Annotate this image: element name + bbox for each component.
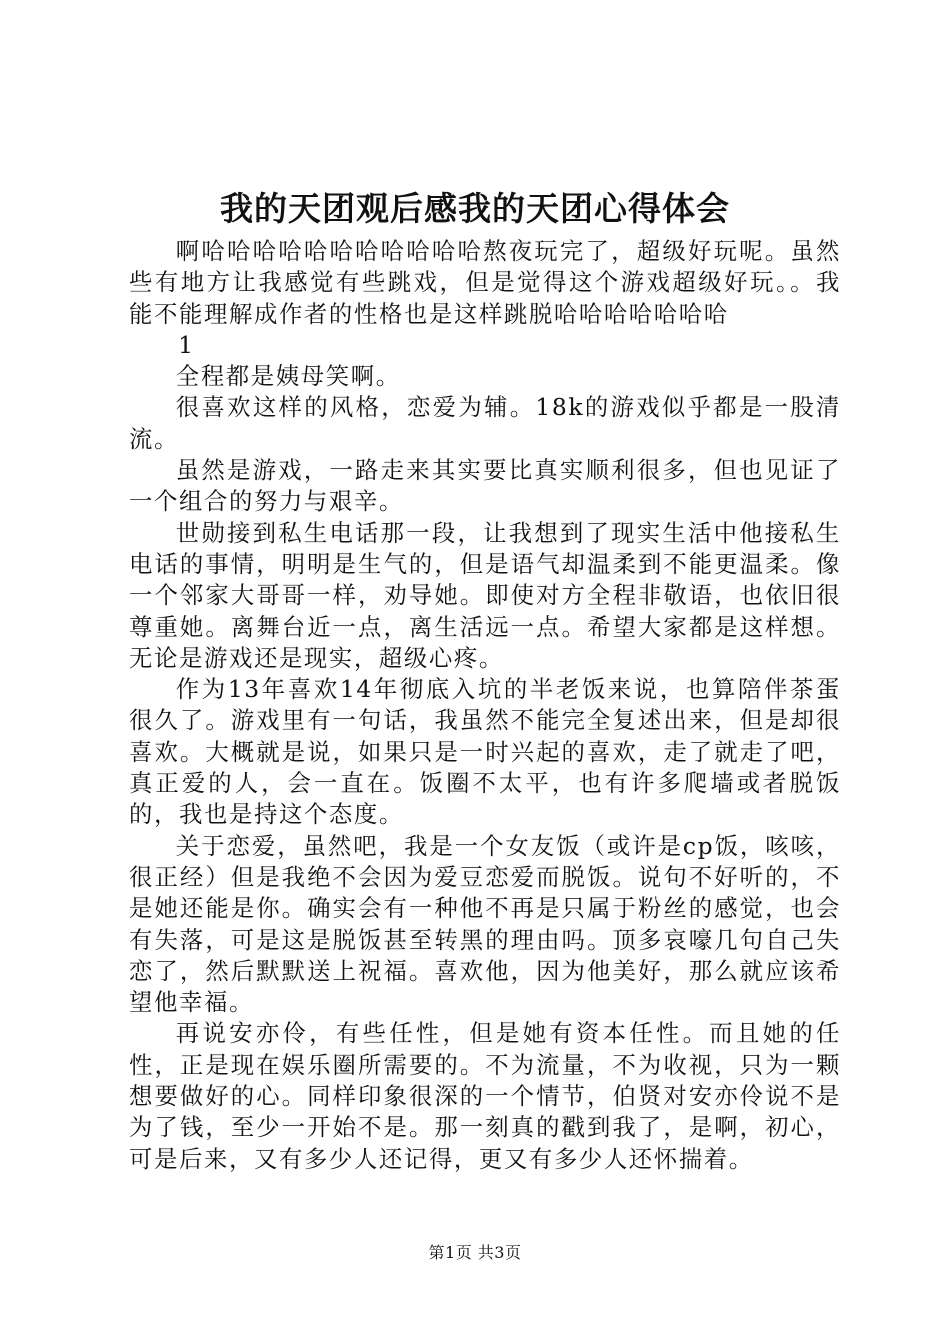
- document-body: [129, 236, 841, 1175]
- paragraph-5: 世勋接到私生电话那一段，让我想到了现实生活中他接私生电话的事情，明明是生气的，但是语气却温柔到不能更温柔。像一个邻家大哥哥一样，劝导她。即使对方全程非敬语，也依旧很尊重她。离舞台近一点，离生活远一点。希望大家都是这样想。无论是游戏还是现实，超级心疼。: [129, 518, 841, 672]
- page-footer: 第1页 共3页: [428, 1243, 522, 1262]
- paragraph-7: 关于恋爱，虽然吧，我是一个女友饭（或许是cp饭，咳咳，很正经）但是我绝不会因为爱豆恋爱而脱饭。说句不好听的，不是她还能是你。确实会有一种他不再是只属于粉丝的感觉，也会有失落，可是这是脱饭甚至转黑的理由吗。顶多哀嚎几句自己失恋了，然后默默送上祝福。喜欢他，因为他美好，那么就应该希望他幸福。: [129, 831, 841, 1017]
- paragraph-number: 1: [178, 330, 195, 359]
- paragraph-1: 啊哈哈哈哈哈哈哈哈哈哈哈熬夜玩完了，超级好玩呢。虽然些有地方让我感觉有些跳戏，但是觉得这个游戏超级好玩。。我能不能理解成作者的性格也是这样跳脱哈哈哈哈哈哈哈: [129, 237, 841, 328]
- paragraph-6: 作为13年喜欢14年彻底入坑的半老饭来说，也算陪伴茶蛋很久了。游戏里有一句话，我虽然不能完全复述出来，但是却很喜欢。大概就是说，如果只是一时兴起的喜欢，走了就走了吧，真正爱的人，会一直在。饭圈不太平，也有许多爬墙或者脱饭的，我也是持这个态度。: [129, 675, 841, 829]
- document-title: 我的天团观后感我的天团心得体会: [220, 189, 730, 228]
- paragraph-4: 虽然是游戏，一路走来其实要比真实顺利很多，但也见证了一个组合的努力与艰辛。: [129, 456, 841, 516]
- paragraph-8: 再说安亦伶，有些任性，但是她有资本任性。而且她的任性，正是现在娱乐圈所需要的。不为流量，不为收视，只为一颗想要做好的心。同样印象很深的一个情节，伯贤对安亦伶说不是为了钱，至少一开始不是。那一刻真的戳到我了，是啊，初心，可是后来，又有多少人还记得，更又有多少人还怀揣着。: [129, 1019, 841, 1173]
- paragraph-2: 全程都是姨母笑啊。: [175, 362, 401, 391]
- paragraph-3: 很喜欢这样的风格，恋爱为辅。18k的游戏似乎都是一股清流。: [129, 393, 841, 453]
